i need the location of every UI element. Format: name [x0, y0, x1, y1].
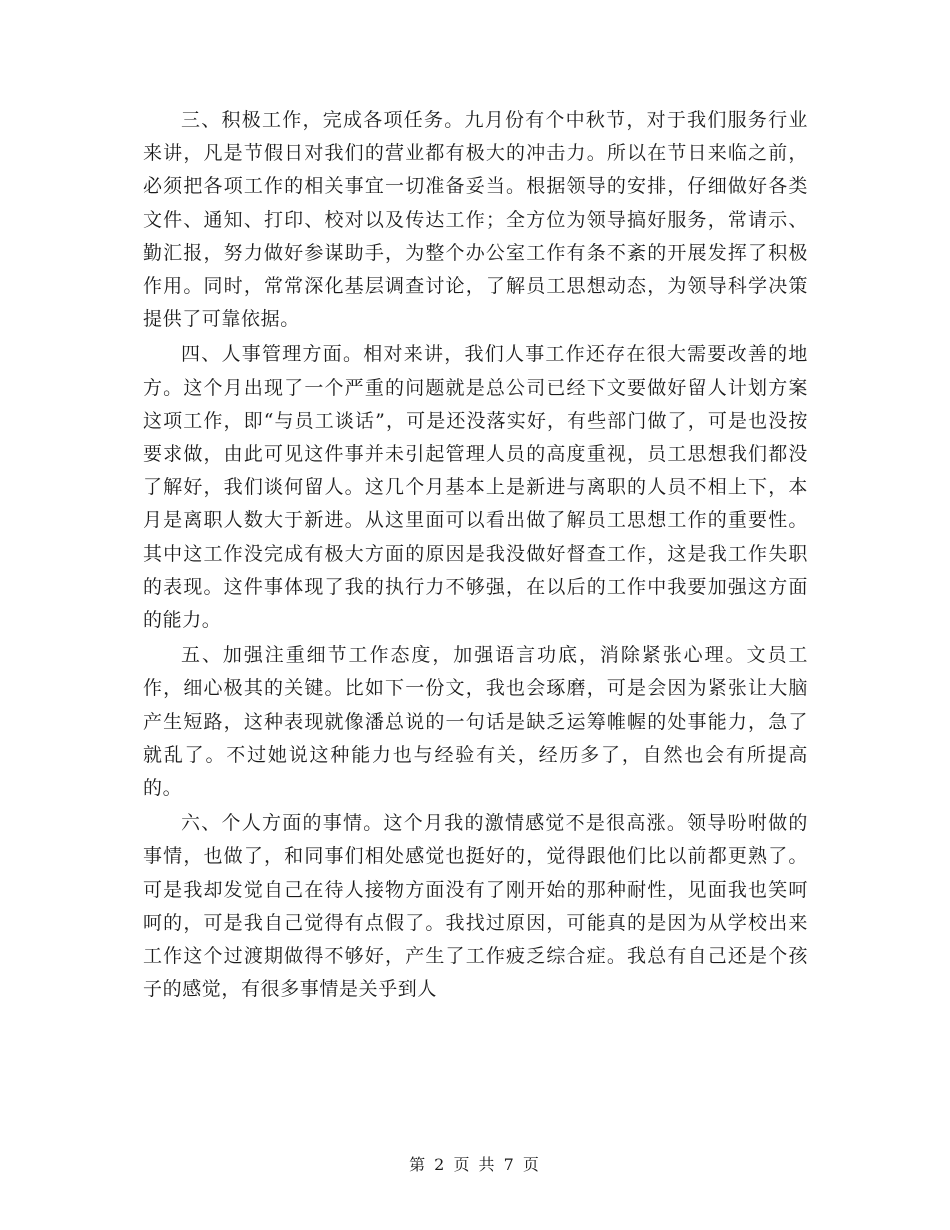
paragraph-section-5: 五、加强注重细节工作态度，加强语言功底，消除紧张心理。文员工作，细心极其的关键。比如下一份文，我也会琢磨，可是会因为紧张让大脑产生短路，这种表现就像潘总说的一句话是缺乏运筹帷幄的处事能力，急了就乱了。不过她说这种能力也与经验有关，经历多了，自然也会有所提高的。 — [143, 644, 808, 800]
page-footer: 第 2 页 共 7 页 — [409, 1155, 541, 1174]
paragraph-section-3: 三、积极工作，完成各项任务。九月份有个中秋节，对于我们服务行业来讲，凡是节假日对我们的营业都有极大的冲击力。所以在节日来临之前，必须把各项工作的相关事宜一切准备妥当。根据领导的安排，仔细做好各类文件、通知、打印、校对以及传达工作；全方位为领导搞好服务，常请示、勤汇报，努力做好参谋助手，为整个办公室工作有条不紊的开展发挥了积极作用。同时，常常深化基层调查讨论，了解员工思想动态，为领导科学决策提供了可靠依据。 — [143, 109, 808, 331]
paragraph-section-4: 四、人事管理方面。相对来讲，我们人事工作还存在很大需要改善的地方。这个月出现了一个严重的问题就是总公司已经下文要做好留人计划方案这项工作，即“与员工谈话”，可是还没落实好，有些部门做了，可是也没按要求做，由此可见这件事并未引起管理人员的高度重视，员工思想我们都没了解好，我们谈何留人。这几个月基本上是新进与离职的人员不相上下，本月是离职人数大于新进。从这里面可以看出做了解员工思想工作的重要性。其中这工作没完成有极大方面的原因是我没做好督查工作，这是我工作失职的表现。这件事体现了我的执行力不够强，在以后的工作中我要加强这方面的能力。 — [143, 343, 808, 632]
paragraph-section-6: 六、个人方面的事情。这个月我的激情感觉不是很高涨。领导吩咐做的事情，也做了，和同事们相处感觉也挺好的，觉得跟他们比以前都更熟了。可是我却发觉自己在待人接物方面没有了刚开始的那种耐性，见面我也笑呵呵的，可是我自己觉得有点假了。我找过原因，可能真的是因为从学校出来工作这个过渡期做得不够好，产生了工作疲乏综合症。我总有自己还是个孩子的感觉，有很多事情是关乎到人 — [143, 812, 808, 1001]
document-body — [143, 104, 808, 1008]
